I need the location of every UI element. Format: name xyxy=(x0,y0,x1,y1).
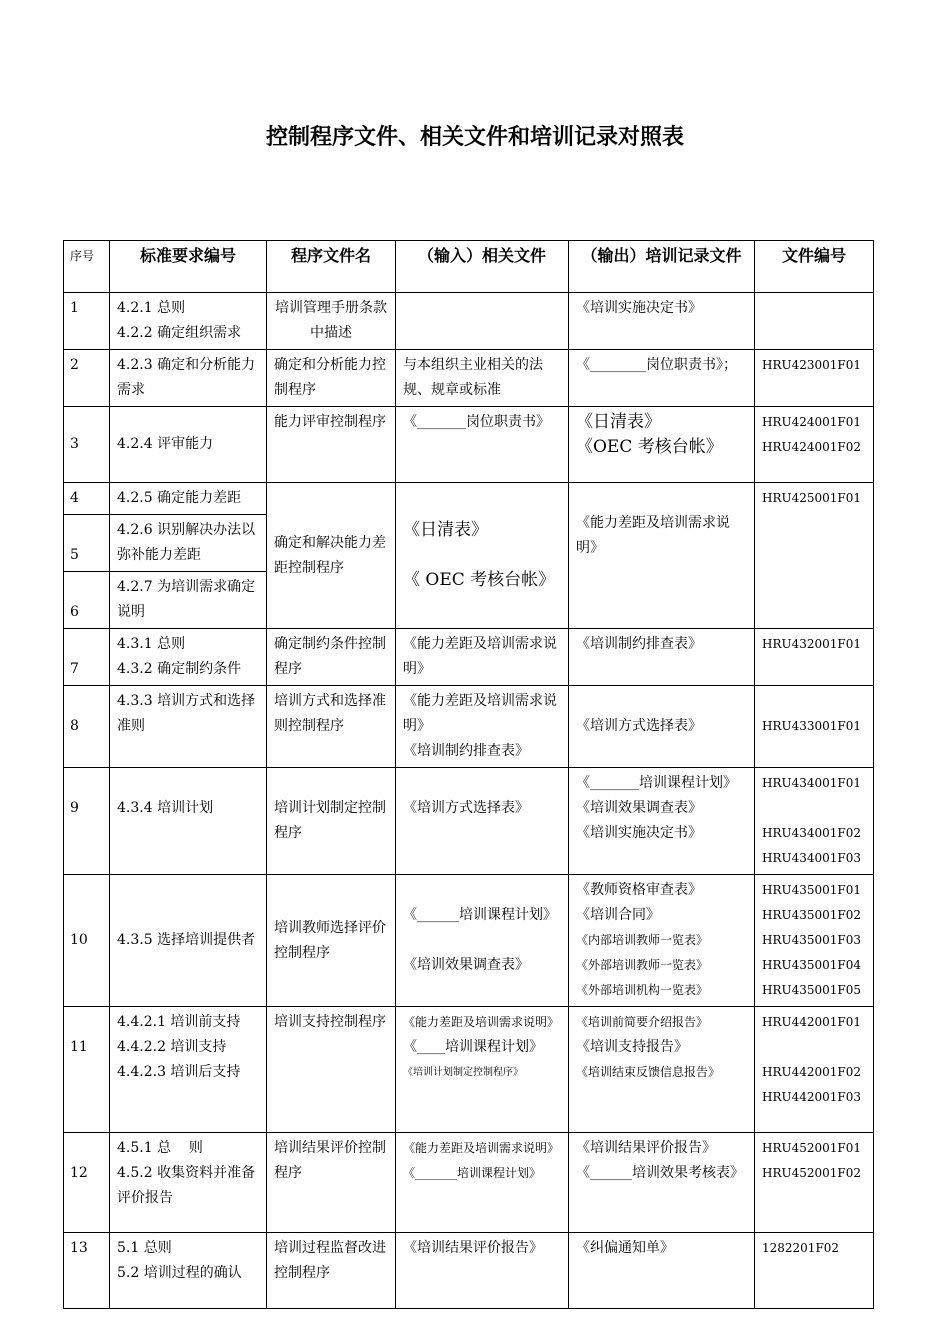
table-row xyxy=(64,875,874,1007)
procedure-cell: 确定和分析能力控制程序 xyxy=(267,350,396,407)
standard-cell xyxy=(110,629,267,686)
header-num: 序号 xyxy=(64,241,110,293)
row-num: 10 xyxy=(64,875,110,1007)
input-cell xyxy=(396,875,569,1007)
file-code: HRU425001F01 xyxy=(762,491,862,505)
row-num: 3 xyxy=(64,407,110,483)
output-cell xyxy=(569,768,755,875)
input-cell xyxy=(396,407,569,483)
table-row xyxy=(64,1133,874,1233)
header-output: （输出）培训记录文件 xyxy=(569,241,755,293)
input-line: 《____培训课程计划》 xyxy=(403,1039,543,1055)
file-code: HRU435001F03 xyxy=(762,933,862,947)
row-num-text: 9 xyxy=(70,800,79,816)
input-cell xyxy=(396,1007,569,1133)
row-num: 5 xyxy=(64,515,110,572)
output-line: 《外部培训机构一览表》 xyxy=(576,983,709,997)
code-cell xyxy=(755,1133,874,1233)
file-code: HRU442001F01 xyxy=(762,1015,862,1029)
row-num: 2 xyxy=(64,350,110,407)
standard-cell xyxy=(110,483,267,515)
file-code: HRU424001F01 xyxy=(762,415,862,429)
header-input: （输入）相关文件 xyxy=(396,241,569,293)
output-cell xyxy=(569,686,755,768)
output-line: 《培训制约排查表》 xyxy=(576,636,702,652)
code-cell xyxy=(755,407,874,483)
output-line: 《能力差距及培训需求说明》 xyxy=(576,515,730,556)
input-line: 《培训结果评价报告》 xyxy=(403,1240,543,1256)
output-cell xyxy=(569,350,755,407)
standard-line: 5.2 培训过程的确认 xyxy=(117,1265,242,1281)
input-cell xyxy=(396,483,569,629)
file-code: HRU433001F01 xyxy=(762,719,862,733)
standard-cell xyxy=(110,1133,267,1233)
input-line: 《 OEC 考核台帐》 xyxy=(403,570,556,590)
procedure-cell: 能力评审控制程序 xyxy=(267,407,396,483)
table-row xyxy=(64,1007,874,1133)
row-num xyxy=(64,1133,110,1233)
header-code: 文件编号 xyxy=(755,241,874,293)
procedure-cell: 培训支持控制程序 xyxy=(267,1007,396,1133)
comparison-table xyxy=(63,240,874,1309)
input-line: 《能力差距及培训需求说明》 xyxy=(403,693,557,734)
input-line: 《培训效果调查表》 xyxy=(403,957,529,973)
standard-line: 4.2.6 识别解决办法以弥补能力差距 xyxy=(117,522,256,563)
standard-line: 4.3.1 总则 xyxy=(117,636,186,652)
output-line: 《纠偏通知单》 xyxy=(576,1240,674,1256)
standard-line: 4.3.5 选择培训提供者 xyxy=(117,932,256,948)
input-cell xyxy=(396,1233,569,1309)
input-line: 《______培训课程计划》 xyxy=(403,907,557,923)
standard-line: 4.3.2 确定制约条件 xyxy=(117,661,242,677)
input-cell xyxy=(396,629,569,686)
standard-line: 4.5.2 收集资料并准备评价报告 xyxy=(117,1165,256,1206)
output-line: 《培训支持报告》 xyxy=(576,1039,688,1055)
standard-line: 4.3.3 培训方式和选择准则 xyxy=(117,693,256,734)
output-line: 《培训前简要介绍报告》 xyxy=(576,1015,709,1029)
code-cell xyxy=(755,350,874,407)
input-line: 《日清表》 xyxy=(403,520,488,540)
standard-line: 4.2.2 确定组织需求 xyxy=(117,325,242,341)
standard-line: 4.2.4 评审能力 xyxy=(117,436,214,452)
input-line: 《能力差距及培训需求说明》 xyxy=(403,636,557,677)
standard-line: 4.2.7 为培训需求确定说明 xyxy=(117,579,256,620)
table-row xyxy=(64,350,874,407)
table-row xyxy=(64,407,874,483)
procedure-cell: 确定和解决能力差距控制程序 xyxy=(267,483,396,629)
standard-line: 4.2.1 总则 xyxy=(117,300,186,316)
input-line: 《能力差距及培训需求说明》 xyxy=(403,1141,560,1155)
input-line: 《培训方式选择表》 xyxy=(403,800,529,816)
row-num: 13 xyxy=(64,1233,110,1309)
standard-cell xyxy=(110,1233,267,1309)
file-code: HRU452001F01 xyxy=(762,1141,862,1155)
code-cell xyxy=(755,483,874,629)
output-cell xyxy=(569,293,755,350)
file-code: HRU435001F02 xyxy=(762,908,862,922)
standard-line: 4.4.2.3 培训后支持 xyxy=(117,1064,241,1080)
output-cell xyxy=(569,407,755,483)
standard-line: 4.4.2.2 培训支持 xyxy=(117,1039,227,1055)
file-code: HRU442001F03 xyxy=(762,1090,862,1104)
code-cell xyxy=(755,875,874,1007)
header-procedure: 程序文件名 xyxy=(267,241,396,293)
standard-line: 5.1 总则 xyxy=(117,1240,172,1256)
table-row xyxy=(64,629,874,686)
procedure-cell xyxy=(267,768,396,875)
standard-cell xyxy=(110,293,267,350)
row-num xyxy=(64,768,110,875)
row-num: 6 xyxy=(64,572,110,629)
standard-cell xyxy=(110,686,267,768)
output-cell xyxy=(569,1233,755,1309)
row-num-text: 12 xyxy=(70,1165,88,1181)
row-num xyxy=(64,1007,110,1133)
row-num: 8 xyxy=(64,686,110,768)
standard-cell xyxy=(110,572,267,629)
table-row xyxy=(64,1233,874,1309)
standard-cell xyxy=(110,407,267,483)
input-line: 《能力差距及培训需求说明》 xyxy=(403,1015,560,1029)
input-cell xyxy=(396,686,569,768)
code-cell xyxy=(755,768,874,875)
output-line: 《教师资格审查表》 xyxy=(576,882,702,898)
code-cell xyxy=(755,629,874,686)
code-cell xyxy=(755,1007,874,1133)
output-line: 《培训实施决定书》 xyxy=(576,300,702,316)
standard-cell xyxy=(110,1007,267,1133)
procedure-cell: 培训过程监督改进控制程序 xyxy=(267,1233,396,1309)
input-cell xyxy=(396,1133,569,1233)
standard-line: 4.3.4 培训计划 xyxy=(117,800,214,816)
input-line: 《_______岗位职责书》 xyxy=(403,414,550,430)
file-code: HRU452001F02 xyxy=(762,1166,862,1180)
input-line: 与本组织主业相关的法规、规章或标准 xyxy=(403,357,543,398)
output-cell xyxy=(569,483,755,629)
input-line: 《培训计划制定控制程序》 xyxy=(403,1067,523,1078)
output-line: 《日清表》 xyxy=(576,412,661,432)
procedure-cell: 培训管理手册条款中描述 xyxy=(267,293,396,350)
file-code: HRU435001F01 xyxy=(762,883,862,897)
output-line: 《_______培训课程计划》 xyxy=(576,775,737,791)
code-cell xyxy=(755,686,874,768)
output-line: 《培训合同》 xyxy=(576,907,660,923)
output-line: 《培训结束反馈信息报告》 xyxy=(576,1065,721,1079)
table-row xyxy=(64,483,874,515)
standard-line: 4.4.2.1 培训前支持 xyxy=(117,1014,241,1030)
row-num-text: 7 xyxy=(70,661,79,677)
procedure-cell: 培训方式和选择准则控制程序 xyxy=(267,686,396,768)
input-line: 《_______培训课程计划》 xyxy=(403,1166,542,1180)
row-num: 4 xyxy=(64,483,110,515)
file-code: HRU423001F01 xyxy=(762,358,862,372)
input-cell xyxy=(396,350,569,407)
row-num-text: 11 xyxy=(70,1039,88,1055)
output-cell xyxy=(569,1133,755,1233)
output-cell xyxy=(569,875,755,1007)
file-code: HRU434001F03 xyxy=(762,851,862,865)
standard-line: 4.2.5 确定能力差距 xyxy=(117,490,242,506)
procedure-cell: 培训结果评价控制程序 xyxy=(267,1133,396,1233)
code-cell xyxy=(755,1233,874,1309)
page-title: 控制程序文件、相关文件和培训记录对照表 xyxy=(265,125,684,150)
input-line: 《培训制约排查表》 xyxy=(403,743,529,759)
output-line: 《培训实施决定书》 xyxy=(576,825,702,841)
table-header-row xyxy=(64,241,874,293)
file-code: HRU434001F01 xyxy=(762,776,862,790)
standard-cell xyxy=(110,350,267,407)
table-row xyxy=(64,768,874,875)
output-line: 《培训效果调查表》 xyxy=(576,800,702,816)
output-cell xyxy=(569,1007,755,1133)
file-code: 1282201F02 xyxy=(762,1241,840,1255)
input-cell xyxy=(396,293,569,350)
file-code: HRU442001F02 xyxy=(762,1065,862,1079)
row-num: 1 xyxy=(64,293,110,350)
code-cell xyxy=(755,293,874,350)
output-line: 《OEC 考核台帐》 xyxy=(576,437,723,457)
input-cell xyxy=(396,768,569,875)
procedure-cell: 培训教师选择评价控制程序 xyxy=(267,875,396,1007)
file-code: HRU424001F02 xyxy=(762,440,862,454)
output-line: 《培训方式选择表》 xyxy=(576,718,702,734)
output-cell xyxy=(569,629,755,686)
standard-line: 4.2.3 确定和分析能力需求 xyxy=(117,357,256,398)
output-line: 《______培训效果考核表》 xyxy=(576,1165,744,1181)
standard-line: 4.5.1 总 则 xyxy=(117,1140,203,1156)
row-num xyxy=(64,629,110,686)
standard-cell xyxy=(110,875,267,1007)
output-line: 《培训结果评价报告》 xyxy=(576,1140,716,1156)
standard-cell xyxy=(110,515,267,572)
output-line: 《内部培训教师一览表》 xyxy=(576,933,709,947)
file-code: HRU432001F01 xyxy=(762,637,862,651)
file-code: HRU434001F02 xyxy=(762,826,862,840)
output-line: 《外部培训教师一览表》 xyxy=(576,958,709,972)
procedure-cell: 确定制约条件控制程序 xyxy=(267,629,396,686)
standard-cell xyxy=(110,768,267,875)
table-row xyxy=(64,293,874,350)
procedure-text: 培训计划制定控制程序 xyxy=(274,800,386,841)
header-standard: 标准要求编号 xyxy=(110,241,267,293)
output-line: 《________岗位职责书》； xyxy=(576,357,737,373)
file-code: HRU435001F05 xyxy=(762,983,862,997)
table-row xyxy=(64,686,874,768)
file-code: HRU435001F04 xyxy=(762,958,862,972)
